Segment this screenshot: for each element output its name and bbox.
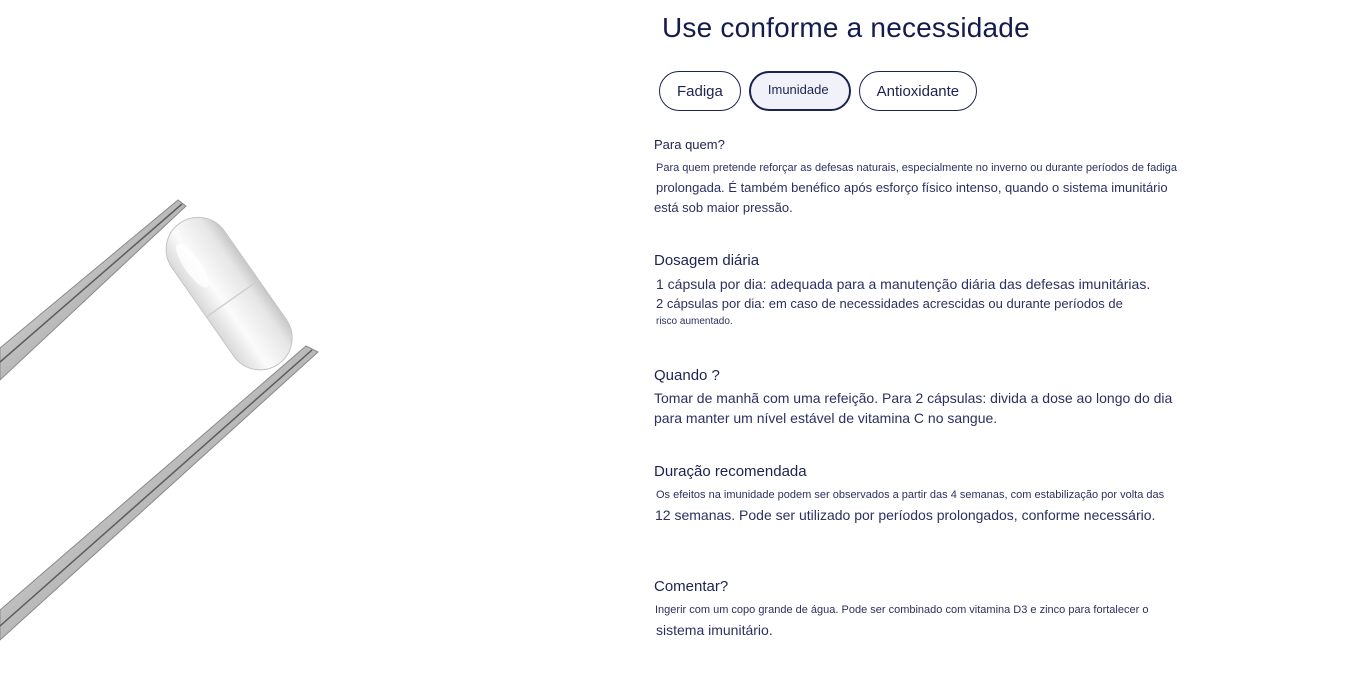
section-para-quem [654,137,1214,218]
section-text-line: Os efeitos na imunidade podem ser observados a partir das 4 semanas, com estabilização por volta das [656,489,1165,501]
section-text-line: está sob maior pressão. [654,200,793,215]
section-heading: Para quem? [654,137,725,152]
section-text-line: prolongada. É também benéfico após esforço físico intenso, quando o sistema imunitário [656,180,1168,195]
section-text-line: 12 semanas. Pode ser utilizado por períodos prolongados, conforme necessário. [655,507,1156,523]
section-text-line: 2 cápsulas por dia: em caso de necessidades acrescidas ou durante períodos de [656,296,1123,311]
section-heading: Comentar? [654,578,729,595]
section-text-line: 1 cápsula por dia: adequada para a manutenção diária das defesas imunitárias. [656,276,1151,292]
section-duracao [654,463,1214,525]
section-text-line: para manter um nível estável de vitamina C no sangue. [654,410,998,426]
section-text-line: risco aumentado. [656,316,733,327]
section-heading: Dosagem diária [654,252,760,269]
capsule-tweezers-image [0,0,640,687]
section-heading: Duração recomendada [654,463,807,480]
tab-antioxidante[interactable]: Antioxidante [859,71,978,111]
section-comentar [654,578,1214,640]
page-title: Use conforme a necessidade [662,12,1030,43]
section-heading: Quando ? [654,367,720,384]
tab-imunidade[interactable]: Imunidade [749,71,851,111]
section-text-line: Ingerir com um copo grande de água. Pode ser combinado com vitamina D3 e zinco para fortalecer o [655,604,1149,616]
section-text-line: Para quem pretende reforçar as defesas naturais, especialmente no inverno ou durante períodos de fadiga [656,162,1177,174]
section-text-line: sistema imunitário. [656,622,773,638]
usage-tabs [659,71,977,111]
section-text-line: Tomar de manhã com uma refeição. Para 2 cápsulas: divida a dose ao longo do dia [654,390,1173,406]
tab-fadiga[interactable]: Fadiga [659,71,741,111]
section-quando [654,367,1214,428]
section-dosagem [654,252,1214,330]
